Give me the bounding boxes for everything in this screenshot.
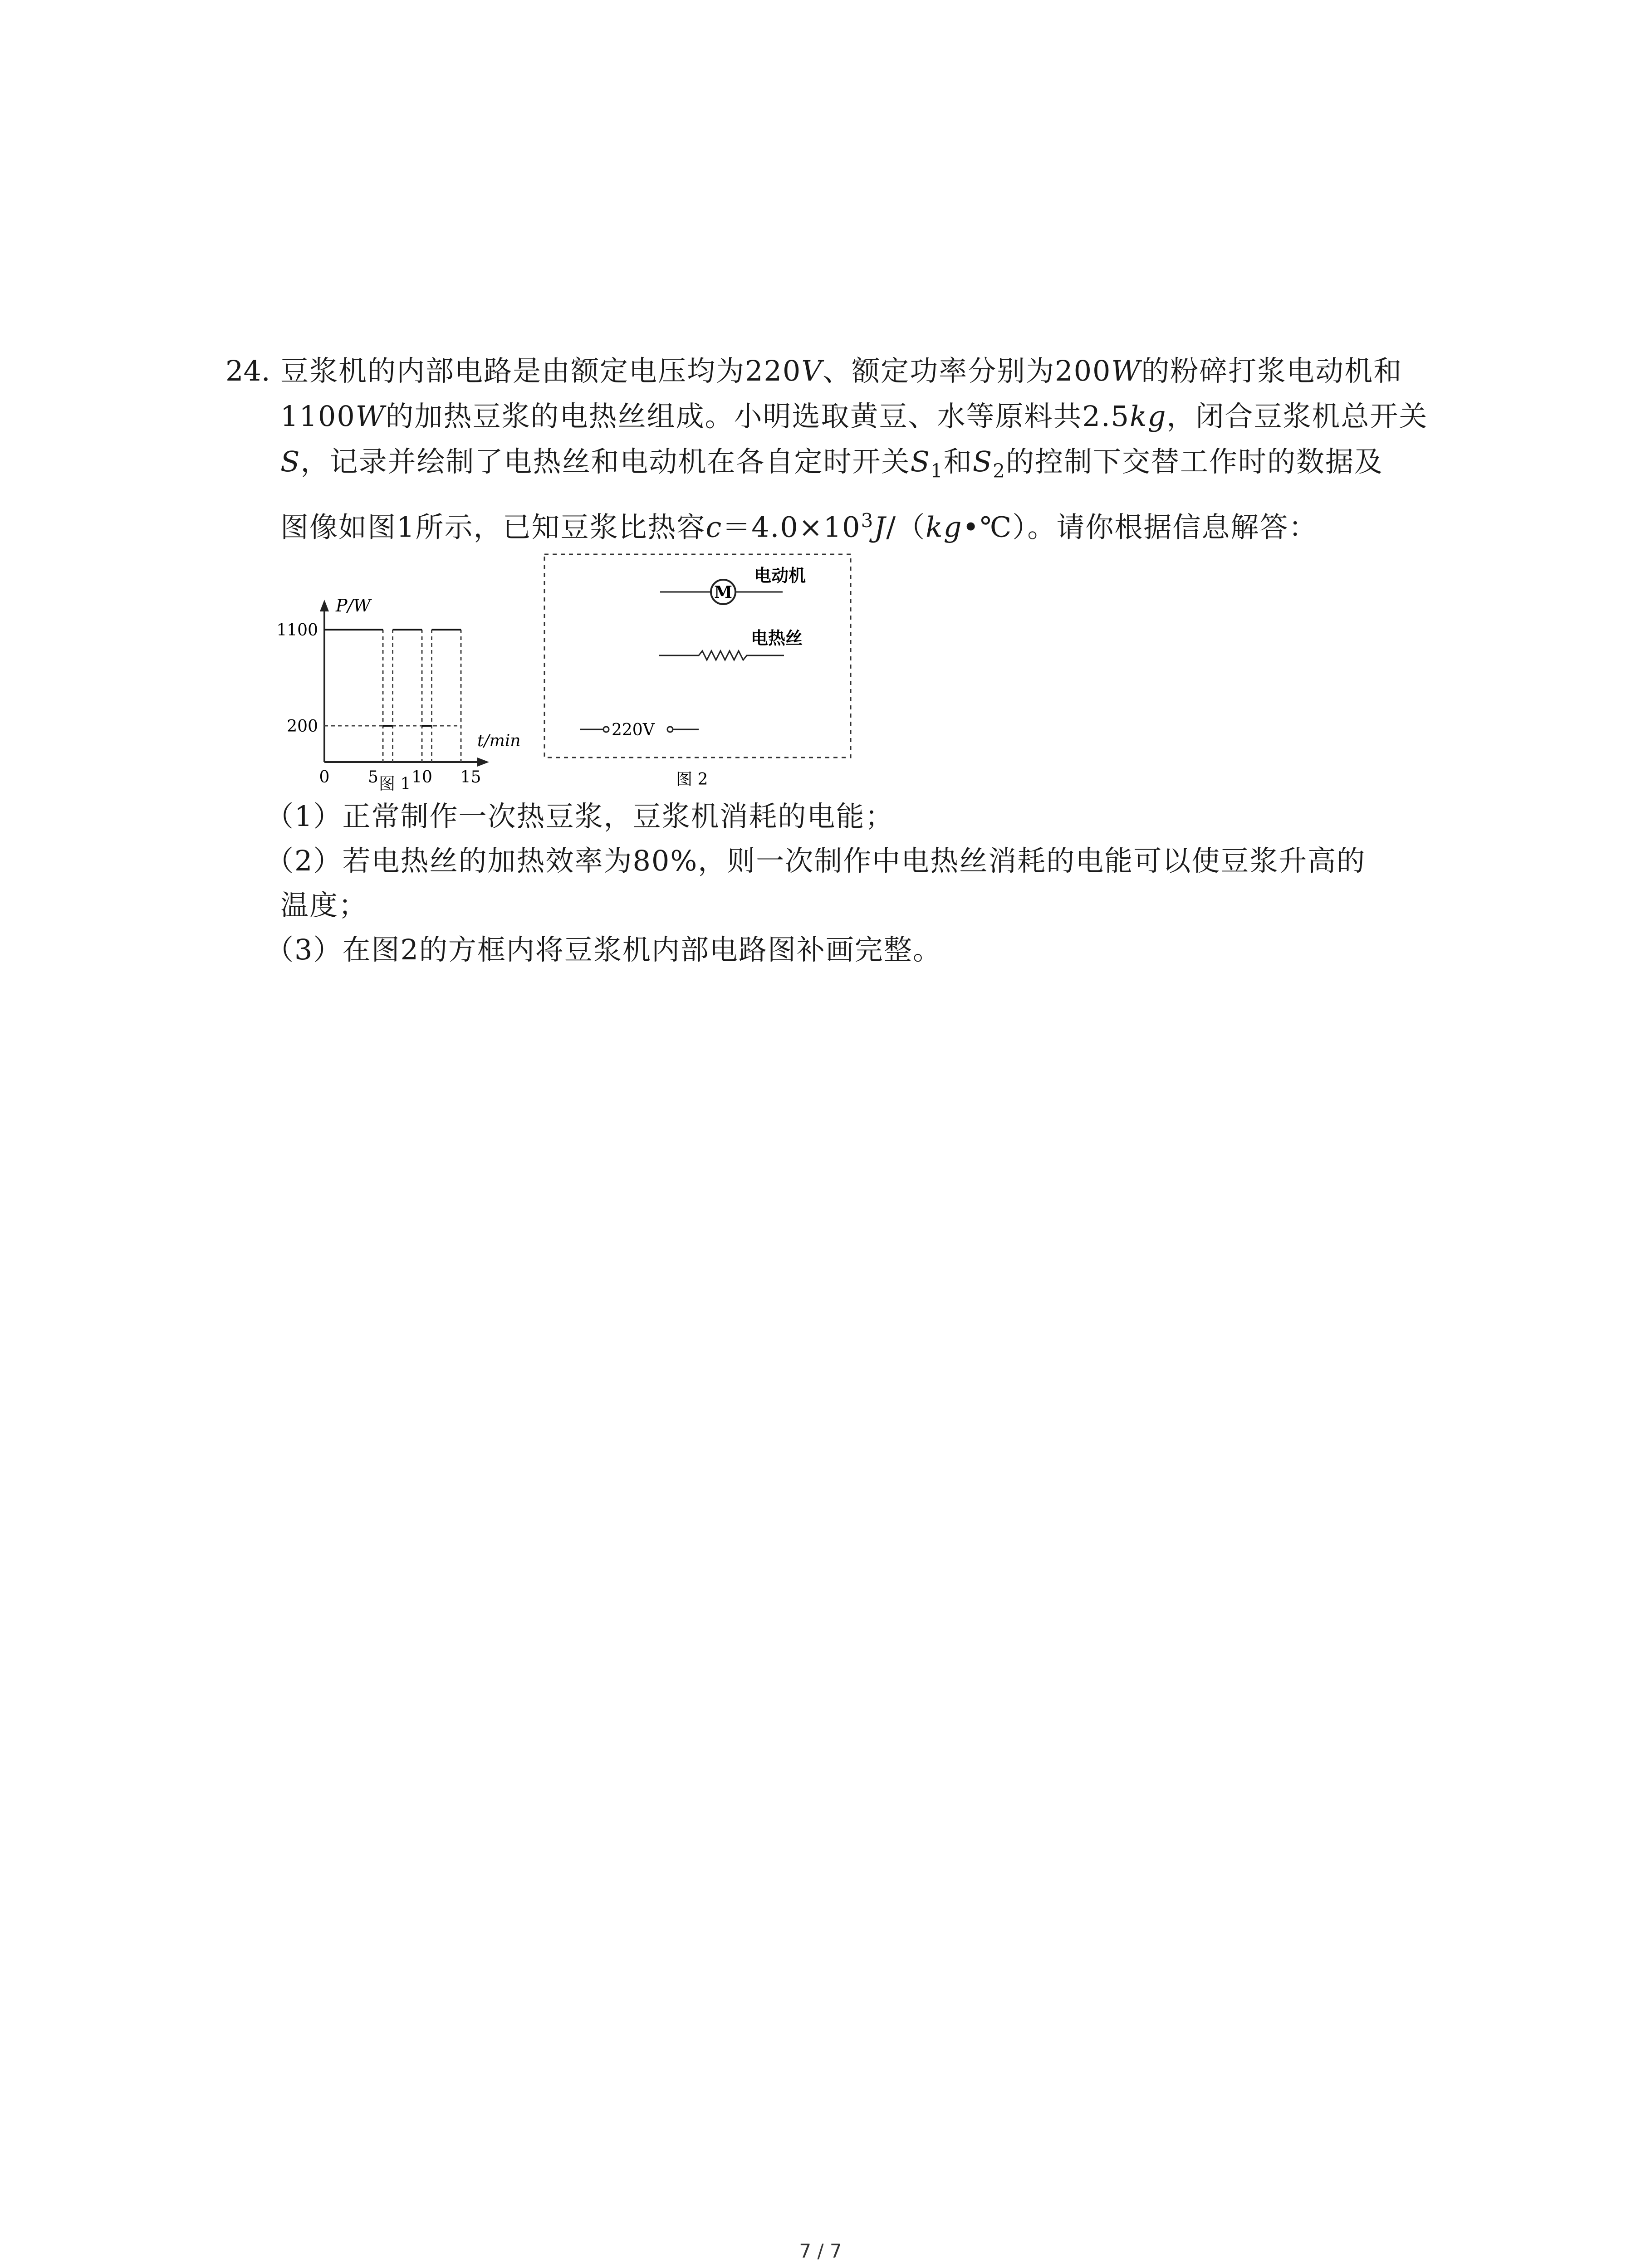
- text-segment: 的粉碎打浆电动机和: [1141, 354, 1403, 387]
- text-segment: 和: [943, 445, 973, 478]
- heating-wire-icon: [659, 651, 784, 660]
- subscript-1: 1: [930, 459, 944, 482]
- question-stem-line-4: [280, 503, 1318, 546]
- figure-2-caption: 图 2: [676, 770, 708, 789]
- sub-question-2: （2）若电热丝的加热效率为80%，则一次制作中电热丝消耗的电能可以使豆浆升高的: [265, 844, 1366, 877]
- sub-question-1: （1）正常制作一次热豆浆，豆浆机消耗的电能；: [265, 800, 894, 833]
- symbol-s1: S: [910, 445, 931, 478]
- text-segment: 的控制下交替工作时的数据及: [1005, 445, 1383, 478]
- heating-wire-label: 电热丝: [751, 628, 803, 648]
- figure-1-power-time-chart: [272, 590, 535, 794]
- text-segment: 的加热豆浆的电热丝组成。小明选取黄豆、水等原料共2.5: [385, 400, 1130, 433]
- unit-watt: W: [1111, 354, 1141, 387]
- figure-2-circuit-box: [540, 549, 857, 794]
- text-segment: ，闭合豆浆机总开关: [1166, 400, 1428, 433]
- unit-volt: V: [801, 354, 823, 387]
- text-segment: ，记录并绘制了电热丝和电动机在各自定时开关: [300, 445, 911, 478]
- unit-joule: J: [874, 510, 887, 544]
- question-stem-line-1: [280, 353, 1402, 389]
- symbol-c: c: [705, 510, 723, 544]
- page-number: 7 / 7: [799, 2240, 842, 2262]
- question-stem-line-2: [280, 398, 1428, 435]
- unit-kg: kg: [1130, 400, 1167, 433]
- sub-question-2-continued: 温度；: [280, 889, 368, 922]
- unit-kg: kg: [926, 510, 963, 544]
- text-segment: /（: [886, 510, 926, 544]
- text-segment: ＝4.0×10: [722, 510, 861, 544]
- unit-watt: W: [355, 400, 386, 433]
- y-tick-label: 1100: [276, 621, 318, 640]
- question-stem-line-3: [280, 444, 1383, 489]
- motor-symbol: M: [714, 583, 732, 602]
- x-tick-label: 10: [411, 768, 432, 787]
- x-tick-label: 15: [460, 768, 481, 787]
- x-axis-label: t/min: [477, 732, 521, 750]
- y-axis-label: P/W: [336, 596, 371, 616]
- superscript-3: 3: [861, 509, 874, 532]
- text-segment: 豆浆机的内部电路是由额定电压均为220: [280, 354, 802, 387]
- x-tick-label: 0: [319, 768, 330, 787]
- figure-1-caption: 图 1: [379, 775, 411, 793]
- y-tick-label: 200: [287, 717, 318, 736]
- text-segment: 、额定功率分别为200: [823, 354, 1112, 387]
- question-number: 24.: [225, 354, 270, 387]
- sub-question-3: （3）在图2的方框内将豆浆机内部电路图补画完整。: [265, 933, 942, 966]
- symbol-s: S: [280, 445, 301, 478]
- text-segment: 图像如图1所示，已知豆浆比热容: [280, 510, 706, 544]
- symbol-s2: S: [972, 445, 993, 478]
- text-segment: 1100: [280, 400, 356, 433]
- motor-label: 电动机: [754, 565, 806, 586]
- voltage-label: 220V: [612, 721, 655, 739]
- x-tick-label: 5: [368, 768, 378, 787]
- text-segment: •℃）。请你根据信息解答：: [962, 510, 1318, 544]
- subscript-2: 2: [993, 459, 1006, 482]
